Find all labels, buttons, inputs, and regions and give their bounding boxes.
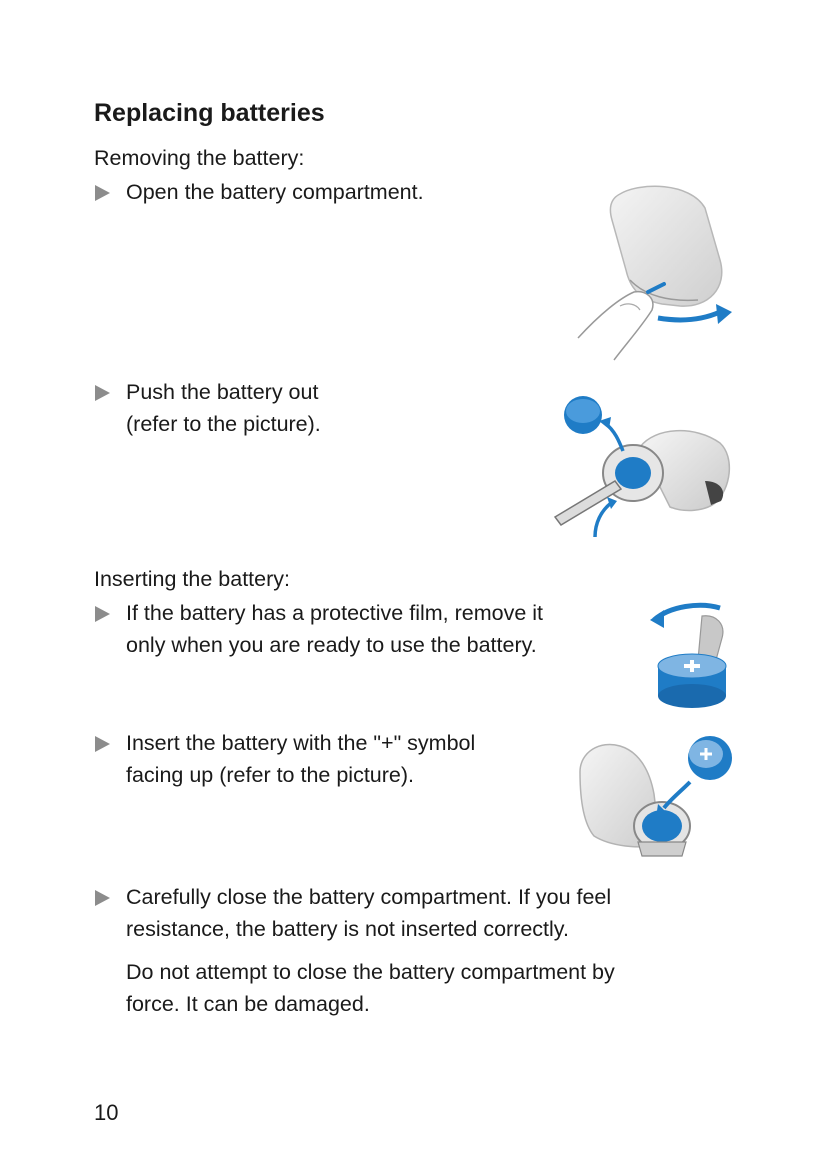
push-battery-out-illustration xyxy=(555,385,735,545)
step-push-battery-out xyxy=(94,376,321,440)
step-text-line2: (refer to the picture). xyxy=(126,412,321,436)
insert-battery-illustration xyxy=(570,732,740,862)
step-text-line2: only when you are ready to use the battery. xyxy=(126,633,537,657)
play-arrow-icon xyxy=(95,185,110,201)
page-title: Replacing batteries xyxy=(94,99,325,127)
open-battery-compartment-illustration xyxy=(570,180,740,365)
step-insert-battery xyxy=(94,727,475,791)
step-text-line1: Push the battery out xyxy=(126,380,319,404)
play-arrow-icon xyxy=(95,606,110,622)
step-text-line2: resistance, the battery is not inserted correctly. xyxy=(126,917,569,941)
play-arrow-icon xyxy=(95,385,110,401)
step-text: Open the battery compartment. xyxy=(126,180,424,204)
play-arrow-icon xyxy=(95,736,110,752)
inserting-section-title: Inserting the battery: xyxy=(94,567,290,591)
removing-section-title: Removing the battery: xyxy=(94,146,305,170)
play-arrow-icon xyxy=(95,890,110,906)
note-line1: Do not attempt to close the battery compartment by xyxy=(126,960,615,984)
step-protective-film xyxy=(94,597,543,661)
step-text-line1: Carefully close the battery compartment. If you feel xyxy=(126,885,612,909)
step-text-line1: Insert the battery with the "+" symbol xyxy=(126,731,476,755)
step-close-compartment xyxy=(94,881,611,945)
step-text-line1: If the battery has a protective film, remove it xyxy=(126,601,544,625)
warning-note xyxy=(126,956,615,1020)
step-text-line2: facing up (refer to the picture). xyxy=(126,763,415,787)
note-line2: force. It can be damaged. xyxy=(126,992,370,1016)
remove-protective-film-illustration xyxy=(650,598,740,718)
step-open-compartment xyxy=(94,176,424,208)
page-number: 10 xyxy=(94,1100,119,1125)
